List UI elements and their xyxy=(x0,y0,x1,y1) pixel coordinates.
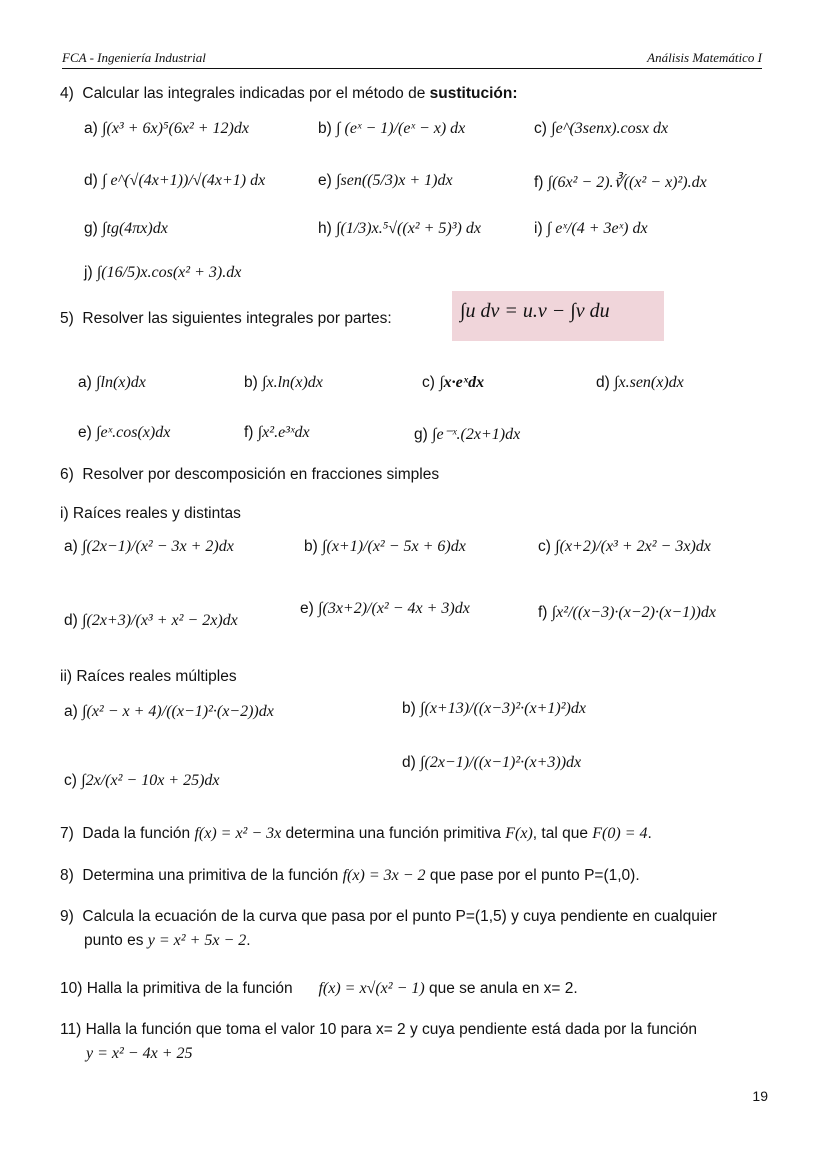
q6i-c: c) ∫(x+2)/(x³ + 2x² − 3x)dx xyxy=(538,538,711,555)
q4j: j) ∫(16/5)x.cos(x² + 3).dx xyxy=(84,264,242,281)
q6-sub-ii: ii) Raíces reales múltiples xyxy=(60,668,237,685)
q4a: a) ∫(x³ + 6x)⁵(6x² + 12)dx xyxy=(84,120,249,137)
q6ii-c: c) ∫2x/(x² − 10x + 25)dx xyxy=(64,772,220,789)
q6ii-d: d) ∫(2x−1)/((x−1)²·(x+3))dx xyxy=(402,754,582,771)
q4-bold: sustitución: xyxy=(429,85,518,102)
q6ii-b: b) ∫(x+13)/((x−3)²·(x+1)²)dx xyxy=(402,700,586,717)
q5d: d) ∫x.sen(x)dx xyxy=(596,374,684,391)
q9-line2: punto es y = x² + 5x − 2. xyxy=(84,932,251,949)
q9-line1: 9) Calcula la ecuación de la curva que pasa por el punto P=(1,5) y cuya pendiente en cualquier xyxy=(60,908,718,925)
q4g: g) ∫tg(4πx)dx xyxy=(84,220,168,237)
q8: 8) Determina una primitiva de la función f(x) = 3x − 2 que pase por el punto P=(1,0). xyxy=(60,867,640,884)
q6-title xyxy=(60,466,439,484)
q4h: h) ∫(1/3)x.⁵√((x² + 5)³) dx xyxy=(318,220,481,237)
q6i-a: a) ∫(2x−1)/(x² − 3x + 2)dx xyxy=(64,538,234,555)
q5g: g) ∫e⁻ˣ.(2x+1)dx xyxy=(414,426,521,443)
q6i-b: b) ∫(x+1)/(x² − 5x + 6)dx xyxy=(304,538,466,555)
header-left: FCA - Ingeniería Industrial xyxy=(62,50,206,65)
q5-text: Resolver las siguientes integrales por partes: xyxy=(82,310,392,327)
q6i-e: e) ∫(3x+2)/(x² − 4x + 3)dx xyxy=(300,600,470,617)
q6ii-a: a) ∫(x² − x + 4)/((x−1)²·(x−2))dx xyxy=(64,703,274,720)
q5-number: 5) xyxy=(60,310,74,327)
q4f: f) ∫(6x² − 2).∛((x² − x)²).dx xyxy=(534,174,707,191)
q7: 7) Dada la función f(x) = x² − 3x determina una función primitiva F(x), tal que F(0) = 4. xyxy=(60,825,652,842)
q4c: c) ∫e^(3senx).cosx dx xyxy=(534,120,669,137)
q6i-d: d) ∫(2x+3)/(x³ + x² − 2x)dx xyxy=(64,612,238,629)
q4-text: Calcular las integrales indicadas por el método de xyxy=(82,85,430,102)
q4d: d) ∫ e^(√(4x+1))/√(4x+1) dx xyxy=(84,172,266,189)
q10: 10) Halla la primitiva de la función f(x) = x√(x² − 1) que se anula en x= 2. xyxy=(60,980,578,997)
q4i: i) ∫ eˣ/(4 + 3eˣ) dx xyxy=(534,220,648,237)
q4e: e) ∫sen((5/3)x + 1)dx xyxy=(318,172,453,189)
q5f: f) ∫x².e³ˣdx xyxy=(244,424,310,441)
q5c: c) ∫x·eˣdx xyxy=(422,374,485,391)
parts-formula: ∫u dv = u.v − ∫v du xyxy=(460,300,610,322)
q11-line2: y = x² − 4x + 25 xyxy=(86,1045,193,1062)
q6-text: Resolver por descomposición en fracciones simples xyxy=(82,466,440,483)
q5e: e) ∫eˣ.cos(x)dx xyxy=(78,424,171,441)
q5-title xyxy=(60,310,392,328)
q6i-f: f) ∫x²/((x−3)·(x−2)·(x−1))dx xyxy=(538,604,716,621)
q6-sub-i: i) Raíces reales y distintas xyxy=(60,505,241,522)
q11-line1: 11) Halla la función que toma el valor 10 para x= 2 y cuya pendiente está dada por la función xyxy=(60,1021,697,1038)
q4-title xyxy=(60,85,518,103)
q5a: a) ∫ln(x)dx xyxy=(78,374,146,391)
header-right: Análisis Matemático I xyxy=(647,50,762,65)
page-header xyxy=(62,50,762,69)
q6-number: 6) xyxy=(60,466,74,483)
page-number: 19 xyxy=(752,1088,768,1104)
q4b: b) ∫ (eˣ − 1)/(eˣ − x) dx xyxy=(318,120,466,137)
q4-number: 4) xyxy=(60,85,74,102)
q5b: b) ∫x.ln(x)dx xyxy=(244,374,323,391)
